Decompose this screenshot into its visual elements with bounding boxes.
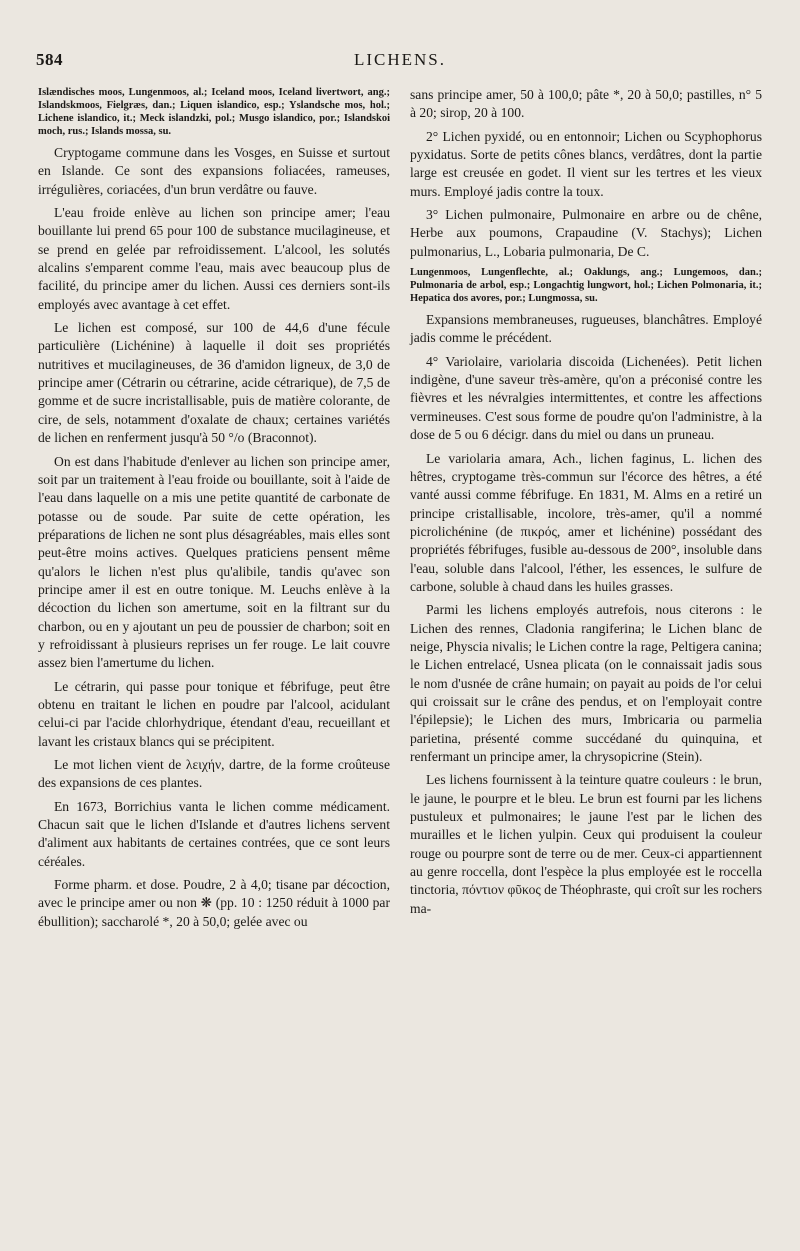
body-paragraph: Forme pharm. et dose. Poudre, 2 à 4,0; tisane par décoction, avec le principe amer ou non ❋ (pp. 10 : 1250 réduit à 1000 par ébullition); saccharolé *, 20 à 50,0; gelée avec ou — [38, 877, 390, 929]
body-paragraph: Les lichens fournissent à la teinture quatre couleurs : le brun, le jaune, le pourpre et le bleu. Le brun est fourni par les lichens pustuleux et pulmonaires; le jaune l'est par le lichen des murailles et le lichen yulpin. Ceux qui produisent la couleur rouge ou pourpre sont de terre ou de mer. Ceux-ci appartiennent au genre roccella, dont l'espèce la plus employée est le roccella tinctoria, πόντιον φῦκος de Théophraste, qui croît sur les rochers ma- — [410, 772, 762, 916]
body-paragraph: Expansions membraneuses, rugueuses, blanchâtres. Employé jadis comme le précédent. — [410, 312, 762, 346]
body-paragraph: 2° Lichen pyxidé, ou en entonnoir; Lichen ou Scyphophorus pyxidatus. Sorte de petits cônes blancs, verdâtres, dont la partie large est creusée en godet. Il vient sur les tertres et les vieux murs. Employé jadis contre la toux. — [410, 128, 762, 199]
left-column — [38, 86, 390, 936]
body-paragraph: Le variolaria amara, Ach., lichen faginus, L. lichen des hêtres, cryptogame très-commun sur l'écorce des hêtres, a été vanté aussi comme fébrifuge. En 1831, M. Alms en a retiré un principe cristallisable, incolore, très-amer, qu'il a nommé picrolichénine (de πικρός, amer et lichénine) possédant des propriétés fébrifuges, fusible au-dessous de 200°, insoluble dans l'eau, soluble dans l'alcool, l'éther, les essences, le sulfure de carbone, soluble à chaud dans les huiles grasses. — [410, 450, 762, 594]
running-title: LICHENS. — [353, 50, 447, 69]
body-paragraph: Le lichen est composé, sur 100 de 44,6 d'une fécule particulière (Lichénine) à laquelle il doit ses propriétés nutritives et mucilagineuses, de 36 d'amidon ligneux, de 3,0 de principe amer (Cétrarin ou cétrarine, acide cétrarique), de 7,5 de gomme et de sucre incristallisable, puis de matière colorante, de cire, de sels, notamment d'oxalate de chaux; certaines variétés de lichen en renferment jusqu'à 50 °/o (Braconnot). — [38, 320, 390, 446]
body-paragraph: Parmi les lichens employés autrefois, nous citerons : le Lichen des rennes, Cladonia rangiferina; le Lichen blanc de neige, Physcia nivalis; le Lichen contre la rage, Peltigera canina; le Lichen entrelacé, Usnea plicata (on le connaissait jadis sous le nom d'usnée de crâne humain; on payait au poids de l'or celui qui croissait sur le crâne des pendus, et on l'employait contre l'épilepsie); le Lichen des murs, Imbricaria ou parmelia parietina, présenté comme succédané du quinquina, et renfermant un principe amer, la chrysopicrine (Stein). — [410, 602, 762, 764]
body-paragraph: 4° Variolaire, variolaria discoida (Lichenées). Petit lichen indigène, d'une saveur très-amère, qu'on a préconisé contre les fièvres et les névralgies intermittentes, et contre les affections vermineuses. C'est sous forme de poudre qu'on l'administre, à la dose de 5 ou 6 décigr. dans du miel ou dans un pruneau. — [410, 353, 762, 443]
body-paragraph: En 1673, Borrichius vanta le lichen comme médicament. Chacun sait que le lichen d'Islande et d'autres lichens servent d'aliment aux habitants de certaines contrées, que ce sont leurs céréales. — [38, 798, 390, 869]
body-paragraph: 3° Lichen pulmonaire, Pulmonaire en arbre ou de chêne, Herbe aux poumons, Crapaudine (V. Stachys); Lichen pulmonarius, L., Lobaria pulmonaria, De C. — [410, 207, 762, 259]
synonyms-paragraph: Lungenmoos, Lungenflechte, al.; Oaklungs, ang.; Lungemoos, dan.; Pulmonaria de arbol, esp.; Longachtig lungwort, hol.; Lichen Polmonaria, it.; Hepatica dos avores, por.; Lungmossa, su. — [410, 267, 762, 305]
body-paragraph: sans principe amer, 50 à 100,0; pâte *, 20 à 50,0; pastilles, n° 5 à 20; sirop, 20 à 100. — [410, 87, 762, 121]
body-paragraph: L'eau froide enlève au lichen son principe amer; l'eau bouillante lui prend 65 pour 100 de substance mucilagineuse, et se prend en gelée par refroidissement. L'alcool, les solutés alcalins s'emparent comme l'eau, mais avec beaucoup plus de facilité, du principe amer du lichen. Aussi ces derniers sont-ils employés avec avantage à cet effet. — [38, 205, 390, 312]
body-paragraph: On est dans l'habitude d'enlever au lichen son principe amer, soit par un traitement à l'eau froide ou bouillante, soit à l'aide de l'eau dans laquelle on a mis une petite quantité de carbonate de potasse ou de soude. Par suite de cette opération, les préparations de lichen ne sont plus désagréables, mais elles sont peut-être moins actives. Quelques praticiens pensent même qu'alors le lichen n'est plus qu'alibile, tandis qu'avec son principe amer il est en outre tonique. M. Leuchs enlève à la décoction du lichen son amertume, soit en la filtrant sur du charbon, ou en y ajoutant un peu de poussier de charbon; soit en y refroidissant à plusieurs reprises un fer rouge. Le lait couvre assez bien l'amertume du lichen. — [38, 453, 390, 671]
body-paragraph: Le mot lichen vient de λειχήν, dartre, de la forme croûteuse des expansions de ces plantes. — [38, 757, 390, 791]
body-paragraph: Le cétrarin, qui passe pour tonique et fébrifuge, peut être obtenu en traitant le lichen en poudre par l'alcool, acidulant celui-ci par l'acide chlorhydrique, étendant d'eau, recueillant et lavant les cristaux blancs qui se précipitent. — [38, 678, 390, 749]
body-paragraph: Cryptogame commune dans les Vosges, en Suisse et surtout en Islande. Ce sont des expansions foliacées, rameuses, irrégulières, coriacées, d'un brun verdâtre ou fauve. — [38, 145, 390, 197]
synonyms-paragraph: Islændisches moos, Lungenmoos, al.; Iceland moos, Iceland livertwort, ang.; Islandskmoos, Fielgræs, dan.; Liquen islandico, esp.; Yslandsche mos, hol.; Lichene islandico, it.; Meck islandzki, pol.; Musgo islandico, por.; Islandskoi moch, rus.; Islands mossa, su. — [38, 87, 390, 137]
page-header — [0, 50, 800, 80]
right-column — [410, 86, 762, 923]
page-number: 584 — [36, 50, 63, 69]
